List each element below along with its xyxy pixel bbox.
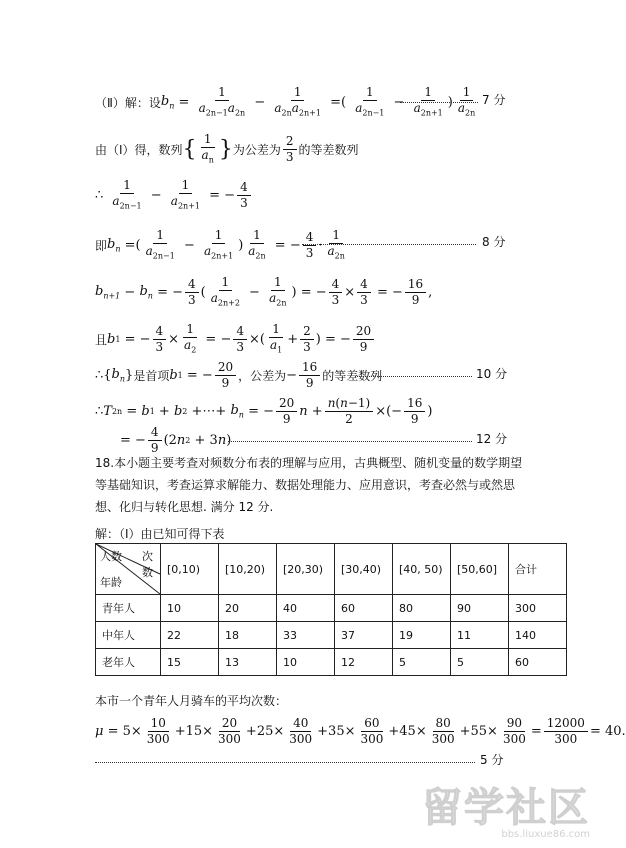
row-label: 老年人: [96, 649, 161, 676]
table-cell: 13: [219, 649, 277, 676]
ji-bn-line: 即 $b_n$ =( $\frac{1}{a_{2n-1}}$ − $\frac{1}{a_{2n+1}}$ ) $\frac{1}{a_{2n}}$ = − $\frac{4}{3}$ · $\frac{1}{a_{2n}}$: [95, 228, 345, 261]
leader-dots: [302, 244, 476, 245]
score-12: 12 分: [476, 432, 508, 446]
table-cell: 80: [393, 595, 451, 622]
table-cell: 20: [219, 595, 277, 622]
watermark-url: bbs.liuxue86.com: [501, 829, 590, 840]
column-header: [50,60]: [451, 544, 509, 595]
table-cell: 300: [509, 595, 567, 622]
q18-description: 18.本小题主要考查对频数分布表的理解与应用，古典概型、随机变量的数学期望等基础知识，考查运算求解能力、数据处理能力、应用意识，考查必然与或然思想、化归与转化思想. 满分 12 分.: [95, 456, 523, 514]
mean-formula-line: μ = 5× $\frac{10}{300}$ +15× $\frac{20}{300}$ +25× $\frac{40}{300}$ +35× $\frac{60}{300}$ +45× $\frac{80}{300}$ +55× $\frac{90}{300}$ = $\frac{12000}{300}$ = 40.: [95, 716, 626, 746]
bn1-minus-bn-line: $b_{n+1}$ − $b_n$ = − $\frac{4}{3}$ ( $\frac{1}{a_{2n+2}}$ − $\frac{1}{a_{2n}}$ ) = − $\frac{4}{3}$ × $\frac{4}{3}$ = − $\frac{16}{9}$ ,: [95, 275, 433, 308]
bn-definition-line: （Ⅱ）解：设 $b_n$ = $\frac{1}{a_{2n-1}a_{2n}}$ − $\frac{1}{a_{2n}a_{2n+1}}$ =( $\frac{1}{a_{2n-1}}$ − $\frac{1}{a_{2n+1}}$ ) $\frac{1}{a_{2n}}$: [95, 85, 476, 118]
table-cell: 140: [509, 622, 567, 649]
table-cell: 5: [451, 649, 509, 676]
table-cell: 12: [335, 649, 393, 676]
table-cell: 10: [161, 595, 219, 622]
table-cell: 33: [277, 622, 335, 649]
T2n-result-line: = − $\frac{4}{9}$ (2 n 2 + 3 n ): [120, 425, 232, 455]
table-cell: 90: [451, 595, 509, 622]
table-row: [96, 595, 567, 622]
table-cell: 60: [335, 595, 393, 622]
watermark-text: 留学社区: [422, 785, 590, 831]
table-cell: 60: [509, 649, 567, 676]
table-row: [96, 622, 567, 649]
table-cell: 18: [219, 622, 277, 649]
table-cell: 19: [393, 622, 451, 649]
table-cell: 5: [393, 649, 451, 676]
table-header-row: [96, 544, 567, 595]
column-header: [0,10): [161, 544, 219, 595]
from-part1-line: 由（Ⅰ）得，数列 { $\frac{1}{a_n}$ } 为公差为 $\frac{2}{3}$ 的等差数列: [95, 132, 359, 165]
seq-statement-line: ∴{ $b_n$ } 是首项 b 1 = − $\frac{20}{9}$ ，公差为 − $\frac{16}{9}$ 的等差数列: [95, 360, 383, 390]
table-row: [96, 649, 567, 676]
corner-cell: 人数 次数 年龄: [96, 544, 161, 595]
therefore-diff-line: ∴ $\frac{1}{a_{2n-1}}$ − $\frac{1}{a_{2n+1}}$ = − $\frac{4}{3}$: [95, 178, 253, 213]
frequency-table: [95, 543, 567, 676]
watermark-logo: [422, 776, 590, 840]
leader-dots: [355, 376, 472, 377]
score-7: 7 分: [482, 93, 506, 107]
score-10: 10 分: [476, 367, 508, 381]
leader-dots: [400, 102, 478, 103]
average-intro: 本市一个青年人月骑车的平均次数：: [95, 694, 288, 708]
score-5: 5 分: [480, 753, 504, 767]
column-header: [20,30): [277, 544, 335, 595]
table-cell: 11: [451, 622, 509, 649]
q18-solution-intro: 解：（Ⅰ）由已知可得下表: [95, 527, 225, 541]
column-header: [30,40): [335, 544, 393, 595]
score-8: 8 分: [482, 235, 506, 249]
leader-dots: [228, 441, 472, 442]
table-cell: 40: [277, 595, 335, 622]
row-label: 中年人: [96, 622, 161, 649]
T2n-line: ∴ T 2n = b 1 + b 2 +⋯+ $b_n$ = − $\frac{20}{9}$ n + $\frac{n(n-1)}{2}$ ×(− $\frac{16}{9}$ ): [95, 396, 433, 426]
table-cell: 37: [335, 622, 393, 649]
column-header: [40, 50): [393, 544, 451, 595]
part2-intro: （Ⅱ）解：设: [95, 96, 161, 111]
leader-dots: [95, 762, 475, 763]
row-label: 青年人: [96, 595, 161, 622]
column-header: 合计: [509, 544, 567, 595]
table-cell: 15: [161, 649, 219, 676]
table-cell: 10: [277, 649, 335, 676]
b1-line: 且 b 1 = − $\frac{4}{3}$ × $\frac{1}{a_2}$ = − $\frac{4}{3}$ ×( $\frac{1}{a_1}$ + $\frac{2}{3}$ ) = − $\frac{20}{9}$: [95, 322, 376, 357]
column-header: [10,20): [219, 544, 277, 595]
table-cell: 22: [161, 622, 219, 649]
